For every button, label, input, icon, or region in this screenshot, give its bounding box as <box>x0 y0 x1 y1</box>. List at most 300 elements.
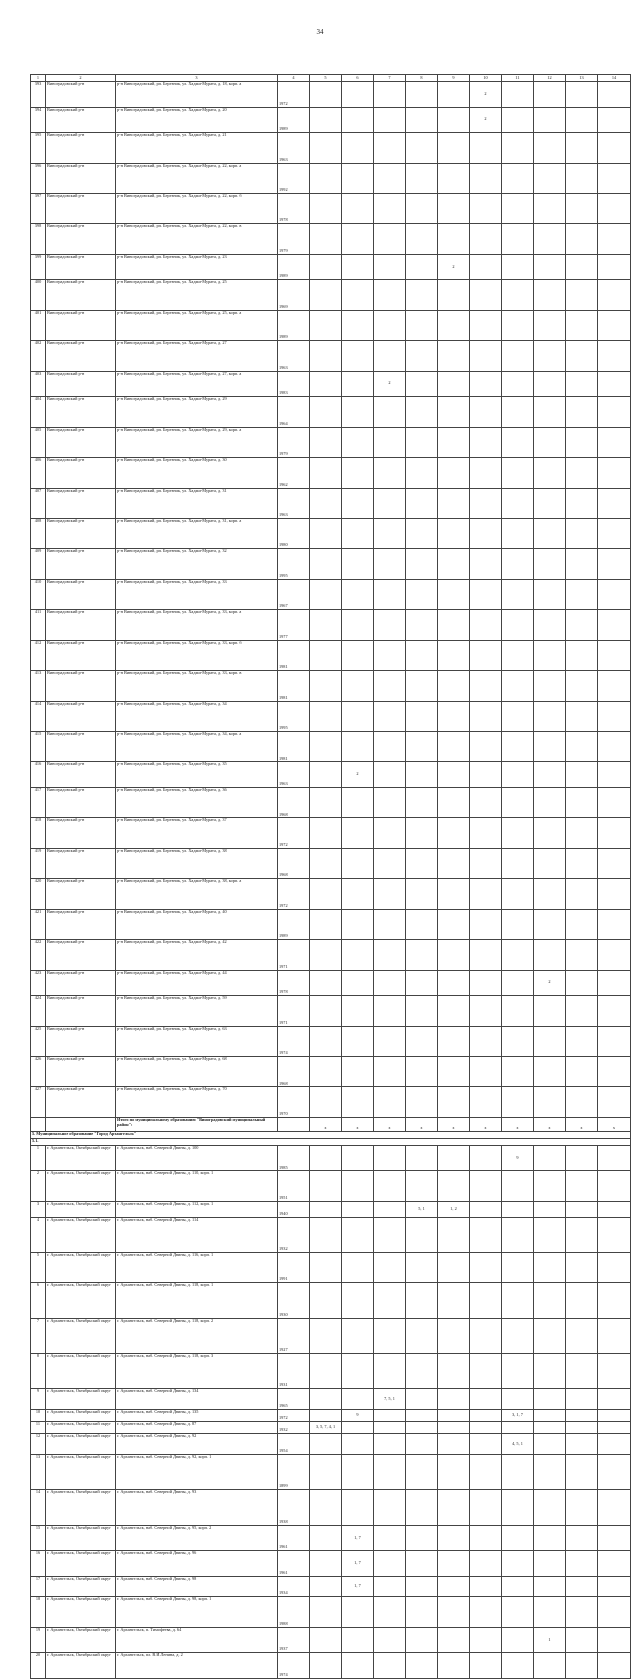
works-cell <box>342 397 374 427</box>
works-cell <box>598 427 631 457</box>
works-cell <box>470 940 502 970</box>
works-cell <box>406 1217 438 1252</box>
works-cell <box>310 1171 342 1201</box>
works-cell <box>438 940 470 970</box>
subsection-title: 5.1. <box>31 1138 631 1145</box>
works-cell <box>566 610 598 640</box>
works-cell <box>566 133 598 163</box>
works-cell <box>374 1171 406 1201</box>
works-cell <box>566 1434 598 1455</box>
year-cell: 1964 <box>278 397 310 427</box>
works-cell <box>374 193 406 223</box>
works-cell <box>534 488 566 518</box>
works-cell <box>566 787 598 817</box>
works-cell <box>598 1087 631 1117</box>
works-cell <box>342 310 374 340</box>
works-cell <box>598 1576 631 1597</box>
works-cell <box>470 818 502 848</box>
year-cell: 1932 <box>278 1217 310 1252</box>
works-cell <box>406 732 438 762</box>
works-cell <box>342 970 374 996</box>
works-cell <box>566 1525 598 1551</box>
works-cell <box>502 397 534 427</box>
works-cell <box>566 1597 598 1627</box>
works-cell <box>310 1389 342 1410</box>
address-cell: г. Архангельск, наб. Северной Двины, д. 118, корп. 1 <box>116 1283 278 1318</box>
address-cell: р-н Виноградовский, рп. Березник, ул. Хаджи-Мурата, д. 29 <box>116 397 278 427</box>
works-cell <box>342 133 374 163</box>
municipality-cell: г. Архангельск, Октябрьский округ <box>46 1389 116 1410</box>
table-row <box>31 224 631 254</box>
works-cell: 2 <box>438 254 470 280</box>
row-number: 4 <box>31 1217 46 1252</box>
works-cell <box>438 1354 470 1389</box>
works-cell <box>374 1551 406 1577</box>
works-cell <box>566 549 598 579</box>
year-cell: 1954 <box>278 1434 310 1455</box>
works-cell <box>406 397 438 427</box>
works-cell <box>470 1422 502 1434</box>
works-cell <box>566 1389 598 1410</box>
row-number: 402 <box>31 341 46 371</box>
works-cell <box>374 1410 406 1422</box>
works-cell <box>534 732 566 762</box>
address-cell: г. Архангельск, наб. Северной Двины, д. 100 <box>116 1145 278 1171</box>
works-cell <box>534 427 566 457</box>
works-cell <box>534 1201 566 1217</box>
works-cell <box>598 1422 631 1434</box>
works-cell <box>534 193 566 223</box>
works-cell <box>470 701 502 731</box>
works-cell <box>406 193 438 223</box>
works-cell <box>374 488 406 518</box>
year-cell: 1972 <box>278 879 310 909</box>
row-number: 397 <box>31 193 46 223</box>
column-number: 7 <box>374 75 406 82</box>
address-cell: р-н Виноградовский, рп. Березник, ул. Хаджи-Мурата, д. 33 <box>116 579 278 609</box>
works-cell <box>310 701 342 731</box>
works-cell <box>406 1434 438 1455</box>
year-cell: 1981 <box>278 640 310 670</box>
table-row <box>31 848 631 878</box>
municipality-cell: Виноградовский р-н <box>46 254 116 280</box>
works-cell <box>534 1597 566 1627</box>
works-cell <box>342 940 374 970</box>
works-cell <box>470 1576 502 1597</box>
works-cell <box>438 1490 470 1525</box>
works-cell <box>406 488 438 518</box>
municipality-cell: г. Архангельск, Октябрьский округ <box>46 1455 116 1490</box>
table-row <box>31 1087 631 1117</box>
works-cell <box>406 1171 438 1201</box>
works-cell <box>342 640 374 670</box>
works-cell <box>470 458 502 488</box>
total-value: x <box>374 1117 406 1131</box>
works-cell <box>438 107 470 133</box>
works-cell <box>438 371 470 397</box>
works-cell <box>374 82 406 108</box>
works-cell <box>374 341 406 371</box>
works-cell <box>342 1283 374 1318</box>
works-cell <box>598 1283 631 1318</box>
works-cell <box>470 1490 502 1525</box>
works-cell <box>374 133 406 163</box>
works-cell <box>374 1627 406 1653</box>
works-cell <box>438 1217 470 1252</box>
works-cell <box>406 848 438 878</box>
works-cell <box>374 1318 406 1353</box>
table-row <box>31 762 631 788</box>
works-cell <box>470 133 502 163</box>
works-cell <box>502 549 534 579</box>
municipality-cell: г. Архангельск, Октябрьский округ <box>46 1217 116 1252</box>
works-cell <box>566 1217 598 1252</box>
works-cell <box>566 940 598 970</box>
works-cell <box>310 1252 342 1282</box>
works-cell <box>534 1576 566 1597</box>
works-cell <box>310 163 342 193</box>
table-row <box>31 1422 631 1434</box>
works-cell <box>470 427 502 457</box>
works-cell <box>310 254 342 280</box>
works-cell <box>438 818 470 848</box>
works-cell <box>502 1597 534 1627</box>
row-number: 15 <box>31 1525 46 1551</box>
works-cell <box>310 82 342 108</box>
row-number: 1 <box>31 1145 46 1171</box>
works-cell <box>598 193 631 223</box>
works-cell <box>342 1171 374 1201</box>
page-number: 34 <box>316 28 324 36</box>
works-cell <box>470 996 502 1026</box>
municipality-cell: Виноградовский р-н <box>46 193 116 223</box>
works-cell <box>598 610 631 640</box>
works-cell <box>470 1217 502 1252</box>
works-cell <box>534 1026 566 1056</box>
works-cell <box>534 940 566 970</box>
works-cell <box>502 163 534 193</box>
works-cell <box>566 762 598 788</box>
works-cell <box>470 1171 502 1201</box>
works-cell <box>310 1410 342 1422</box>
address-cell: р-н Виноградовский, рп. Березник, ул. Хаджи-Мурата, д. 34, корп. а <box>116 732 278 762</box>
total-value: x <box>534 1117 566 1131</box>
works-cell <box>374 1434 406 1455</box>
works-cell <box>406 1576 438 1597</box>
works-cell <box>502 671 534 701</box>
year-cell: 1989 <box>278 310 310 340</box>
total-value: x <box>566 1117 598 1131</box>
works-cell <box>598 82 631 108</box>
works-cell <box>534 1217 566 1252</box>
municipality-cell: Виноградовский р-н <box>46 458 116 488</box>
works-cell <box>342 848 374 878</box>
works-cell <box>374 1087 406 1117</box>
works-cell <box>342 1653 374 1679</box>
table-row <box>31 1026 631 1056</box>
works-cell <box>470 1455 502 1490</box>
row-number: 393 <box>31 82 46 108</box>
works-cell <box>470 1087 502 1117</box>
works-cell <box>310 371 342 397</box>
address-cell: р-н Виноградовский, рп. Березник, ул. Хаджи-Мурата, д. 59 <box>116 996 278 1026</box>
works-cell <box>406 671 438 701</box>
works-cell <box>534 397 566 427</box>
municipality-cell: г. Архангельск, Октябрьский округ <box>46 1490 116 1525</box>
works-cell <box>534 1283 566 1318</box>
works-cell <box>566 518 598 548</box>
works-cell <box>470 1057 502 1087</box>
works-cell <box>566 1283 598 1318</box>
address-cell: г. Архангельск, наб. Северной Двины, д. 118, корп. 2 <box>116 1318 278 1353</box>
works-cell <box>342 549 374 579</box>
works-cell <box>470 970 502 996</box>
table-row <box>31 549 631 579</box>
works-cell <box>502 970 534 996</box>
total-value: x <box>310 1117 342 1131</box>
works-cell <box>470 1597 502 1627</box>
works-cell <box>566 1171 598 1201</box>
works-cell <box>406 1252 438 1282</box>
works-cell <box>438 82 470 108</box>
year-cell: 1940 <box>278 1201 310 1217</box>
works-cell <box>374 427 406 457</box>
year-cell: 1951 <box>278 1171 310 1201</box>
works-cell <box>470 488 502 518</box>
works-cell <box>502 224 534 254</box>
works-cell: 1 <box>534 1627 566 1653</box>
works-cell <box>534 458 566 488</box>
works-cell <box>534 163 566 193</box>
address-cell: р-н Виноградовский, рп. Березник, ул. Хаджи-Мурата, д. 31 <box>116 488 278 518</box>
works-cell <box>438 341 470 371</box>
works-cell <box>598 107 631 133</box>
municipality-cell: Виноградовский р-н <box>46 518 116 548</box>
works-cell <box>342 701 374 731</box>
works-cell <box>406 818 438 848</box>
works-cell <box>374 1026 406 1056</box>
works-cell <box>438 909 470 939</box>
works-cell <box>566 970 598 996</box>
works-cell <box>406 1490 438 1525</box>
register-table <box>30 74 631 1679</box>
works-cell <box>534 1455 566 1490</box>
row-number: 9 <box>31 1389 46 1410</box>
column-number: 4 <box>278 75 310 82</box>
address-cell: г. Архангельск, наб. Северной Двины, д. 114 <box>116 1217 278 1252</box>
works-cell: 2 <box>534 970 566 996</box>
works-cell <box>470 1318 502 1353</box>
address-cell: р-н Виноградовский, рп. Березник, ул. Хаджи-Мурата, д. 18, корп. а <box>116 82 278 108</box>
works-cell <box>374 640 406 670</box>
works-cell <box>406 1145 438 1171</box>
year-cell: 1931 <box>278 1354 310 1389</box>
municipality-cell: Виноградовский р-н <box>46 107 116 133</box>
works-cell <box>598 640 631 670</box>
works-cell <box>502 1551 534 1577</box>
works-cell <box>598 1354 631 1389</box>
works-cell <box>502 1201 534 1217</box>
works-cell <box>374 909 406 939</box>
municipality-cell: Виноградовский р-н <box>46 488 116 518</box>
works-cell <box>374 310 406 340</box>
year-cell: 1992 <box>278 163 310 193</box>
municipality-cell: г. Архангельск, Октябрьский округ <box>46 1410 116 1422</box>
works-cell <box>374 1525 406 1551</box>
works-cell <box>566 1653 598 1679</box>
works-cell <box>566 458 598 488</box>
works-cell <box>502 427 534 457</box>
works-cell <box>598 280 631 310</box>
address-cell: г. Архангельск, наб. Северной Двины, д. 87 <box>116 1422 278 1434</box>
works-cell <box>566 1252 598 1282</box>
row-number: 398 <box>31 224 46 254</box>
table-row <box>31 1551 631 1577</box>
table-row <box>31 1252 631 1282</box>
works-cell <box>374 1057 406 1087</box>
address-cell: г. Архангельск, наб. Северной Двины, д. 118, корп. 3 <box>116 1354 278 1389</box>
table-row <box>31 1455 631 1490</box>
works-cell <box>502 762 534 788</box>
works-cell <box>566 1145 598 1171</box>
table-row <box>31 1057 631 1087</box>
works-cell <box>438 1525 470 1551</box>
row-number: 14 <box>31 1490 46 1525</box>
row-number: 415 <box>31 732 46 762</box>
works-cell <box>502 371 534 397</box>
works-cell <box>470 371 502 397</box>
works-cell <box>598 1653 631 1679</box>
works-cell <box>534 1087 566 1117</box>
municipality-cell: Виноградовский р-н <box>46 1026 116 1056</box>
works-cell <box>406 1597 438 1627</box>
table-row <box>31 341 631 371</box>
works-cell <box>310 280 342 310</box>
works-cell <box>310 1627 342 1653</box>
table-row <box>31 458 631 488</box>
works-cell <box>470 579 502 609</box>
works-cell <box>598 1597 631 1627</box>
works-cell: 9 <box>342 1410 374 1422</box>
works-cell <box>470 1434 502 1455</box>
row-number: 423 <box>31 970 46 996</box>
works-cell <box>406 762 438 788</box>
works-cell <box>438 1145 470 1171</box>
works-cell <box>566 82 598 108</box>
works-cell <box>534 518 566 548</box>
works-cell <box>342 818 374 848</box>
works-cell <box>310 1576 342 1597</box>
address-cell: г. Архангельск, наб. Северной Двины, д. 112, корп. 1 <box>116 1201 278 1217</box>
municipality-cell: Виноградовский р-н <box>46 879 116 909</box>
works-cell: 2 <box>470 82 502 108</box>
total-value: x <box>406 1117 438 1131</box>
works-cell <box>502 280 534 310</box>
address-cell: г. Архангельск, наб. Северной Двины, д. 98 <box>116 1576 278 1597</box>
works-cell: 2 <box>342 762 374 788</box>
row-number: 16 <box>31 1551 46 1577</box>
works-cell <box>406 82 438 108</box>
address-cell: г. Архангельск, наб. Северной Двины, д. 92 <box>116 1434 278 1455</box>
works-cell <box>342 1455 374 1490</box>
works-cell <box>310 1653 342 1679</box>
works-cell <box>438 1576 470 1597</box>
works-cell <box>406 1410 438 1422</box>
works-cell <box>438 610 470 640</box>
works-cell <box>502 1653 534 1679</box>
row-number: 10 <box>31 1410 46 1422</box>
works-cell <box>470 1389 502 1410</box>
works-cell <box>598 848 631 878</box>
works-cell <box>310 310 342 340</box>
row-number: 426 <box>31 1057 46 1087</box>
works-cell: 7, 5, 1 <box>374 1389 406 1410</box>
works-cell <box>598 940 631 970</box>
works-cell <box>438 1551 470 1577</box>
works-cell <box>406 787 438 817</box>
works-cell <box>438 787 470 817</box>
total-label: Итого по муниципальному образованию "Виноградовский муниципальный район": <box>116 1117 278 1131</box>
year-cell: 1977 <box>278 610 310 640</box>
works-cell <box>406 640 438 670</box>
table-row <box>31 1318 631 1353</box>
works-cell <box>534 671 566 701</box>
works-cell <box>374 610 406 640</box>
works-cell <box>374 1455 406 1490</box>
year-cell: 1983 <box>278 371 310 397</box>
works-cell <box>342 1145 374 1171</box>
column-number: 6 <box>342 75 374 82</box>
municipality-cell: г. Архангельск, Октябрьский округ <box>46 1422 116 1434</box>
works-cell <box>598 909 631 939</box>
works-cell <box>374 1597 406 1627</box>
works-cell <box>502 518 534 548</box>
municipality-cell: Виноградовский р-н <box>46 762 116 788</box>
address-cell: р-н Виноградовский, рп. Березник, ул. Хаджи-Мурата, д. 22, корп. б <box>116 193 278 223</box>
works-cell <box>566 732 598 762</box>
works-cell <box>470 341 502 371</box>
municipality-cell: Виноградовский р-н <box>46 579 116 609</box>
works-cell <box>438 1171 470 1201</box>
municipality-cell: Виноградовский р-н <box>46 163 116 193</box>
row-number: 416 <box>31 762 46 788</box>
table-row <box>31 163 631 193</box>
municipality-cell: Виноградовский р-н <box>46 671 116 701</box>
works-cell <box>470 1551 502 1577</box>
works-cell <box>438 671 470 701</box>
works-cell <box>470 549 502 579</box>
works-cell <box>566 341 598 371</box>
works-cell <box>502 996 534 1026</box>
year-cell: 1937 <box>278 1627 310 1653</box>
works-cell <box>342 1201 374 1217</box>
works-cell <box>438 1252 470 1282</box>
table-row <box>31 1490 631 1525</box>
works-cell <box>310 762 342 788</box>
works-cell <box>566 1627 598 1653</box>
works-cell <box>374 818 406 848</box>
address-cell: р-н Виноградовский, рп. Березник, ул. Хаджи-Мурата, д. 20 <box>116 107 278 133</box>
works-cell <box>502 848 534 878</box>
works-cell <box>502 1422 534 1434</box>
total-value: x <box>502 1117 534 1131</box>
works-cell <box>406 310 438 340</box>
address-cell: р-н Виноградовский, рп. Березник, ул. Хаджи-Мурата, д. 22, корп. а <box>116 163 278 193</box>
address-cell: г. Архангельск, наб. Северной Двины, д. 95, корп. 2 <box>116 1525 278 1551</box>
municipality-cell: г. Архангельск, Октябрьский округ <box>46 1551 116 1577</box>
address-cell: р-н Виноградовский, рп. Березник, ул. Хаджи-Мурата, д. 27 <box>116 341 278 371</box>
works-cell <box>342 1354 374 1389</box>
